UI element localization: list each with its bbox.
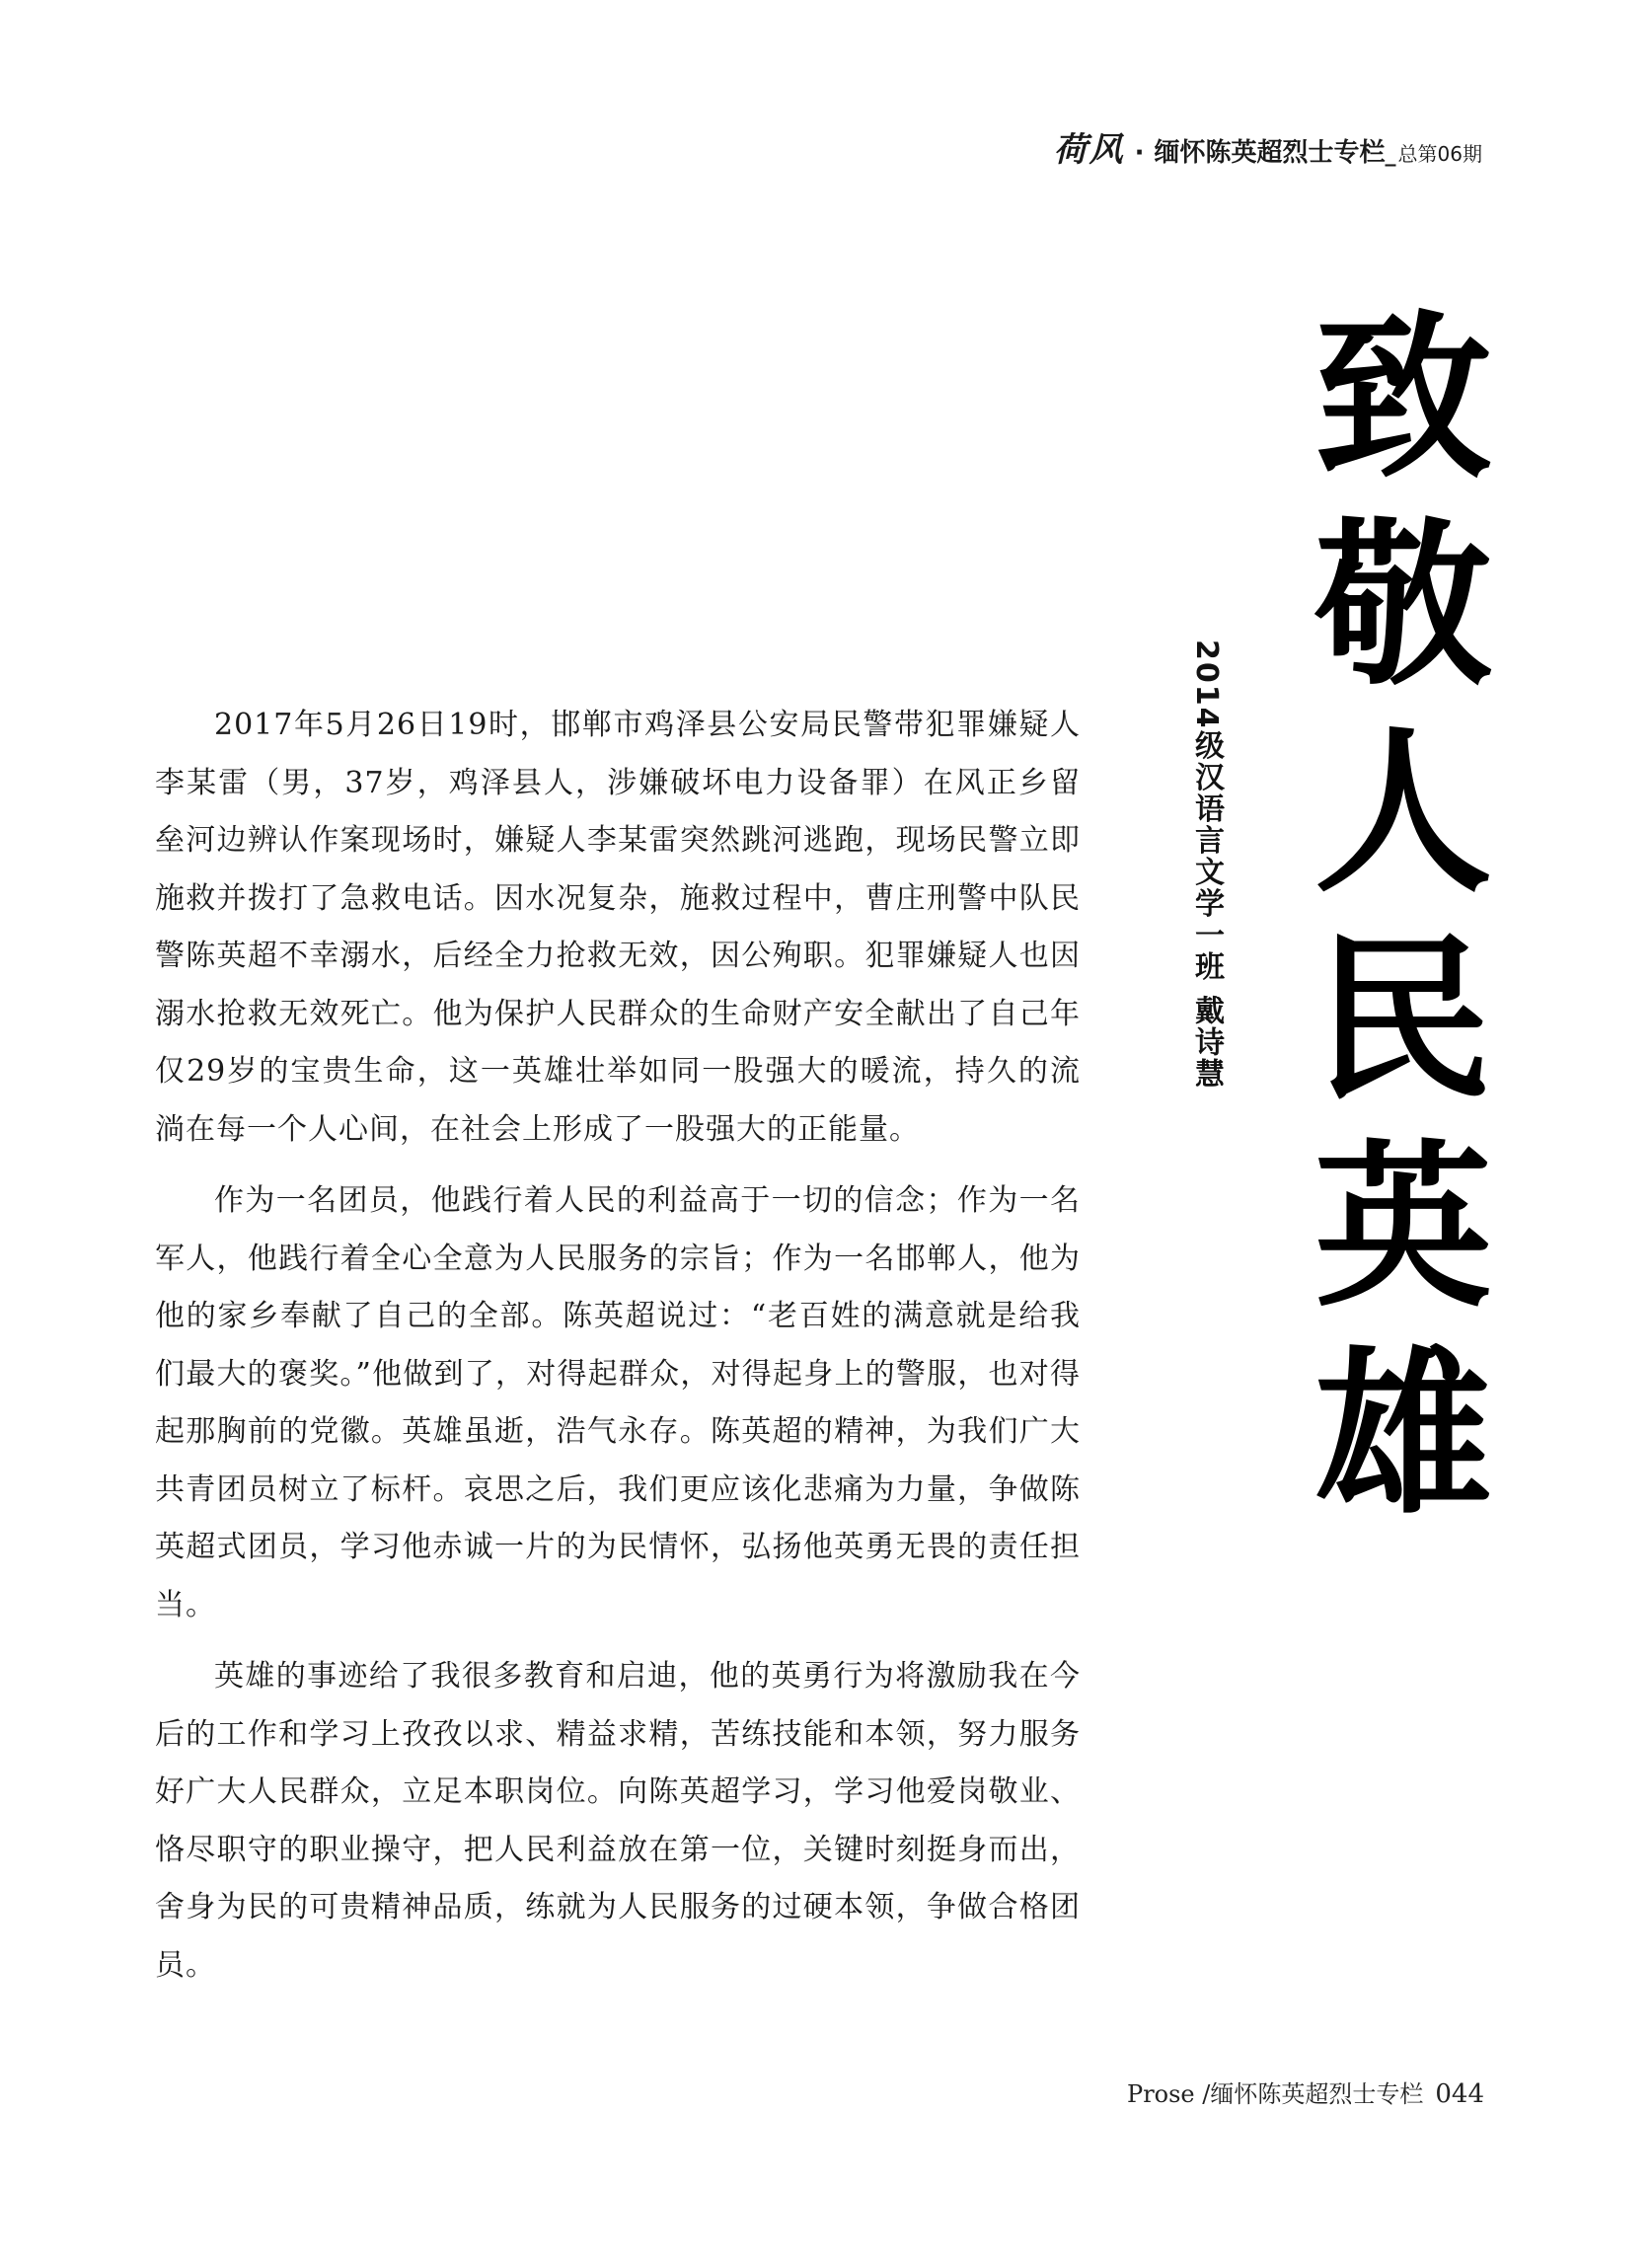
page-footer xyxy=(1127,2074,1484,2109)
paragraph: 作为一名团员，他践行着人民的利益高于一切的信念；作为一名军人，他践行着全心全意为人民服务的宗旨；作为一名邯郸人，他为他的家乡奉献了自己的全部。陈英超说过：“老百姓的满意就是给我们最大的褒奖。”他做到了，对得起群众，对得起身上的警服，也对得起那胸前的党徽。英雄虽逝，浩气永存。陈英超的精神，为我们广大共青团员树立了标杆。哀思之后，我们更应该化悲痛为力量，争做陈英超式团员，学习他赤诚一片的为民情怀，弘扬他英勇无畏的责任担当。 xyxy=(155,1183,1081,1622)
footer-label: Prose /缅怀陈英超烈士专栏 xyxy=(1127,2080,1424,2108)
paragraph: 2017年5月26日19时，邯郸市鸡泽县公安局民警带犯罪嫌疑人李某雷（男，37岁，鸡泽县人，涉嫌破坏电力设备罪）在风正乡留垒河边辨认作案现场时，嫌疑人李某雷突然跳河逃跑，现场民警立即施救并拨打了急救电话。因水况复杂，施救过程中，曹庄刑警中队民警陈英超不幸溺水，后经全力抢救无效，因公殉职。犯罪嫌疑人也因溺水抢救无效死亡。他为保护人民群众的生命财产安全献出了自己年仅29岁的宝贵生命，这一英雄壮举如同一股强大的暖流，持久的流淌在每一个人心间，在社会上形成了一股强大的正能量。 xyxy=(155,708,1081,1147)
title-char: 人 xyxy=(1314,711,1492,917)
title-char: 英 xyxy=(1314,1125,1492,1331)
article-title xyxy=(1305,296,1502,1540)
header-separator: _ xyxy=(1385,142,1396,167)
author-byline: 2014级汉语言文学一班 戴诗慧 xyxy=(1189,640,1224,1090)
magazine-brand: 荷风 xyxy=(1053,130,1125,170)
article-body xyxy=(155,697,1081,2008)
column-name: 缅怀陈英超烈士专栏 xyxy=(1154,138,1386,168)
title-char: 民 xyxy=(1314,918,1492,1124)
issue-number: 总第06期 xyxy=(1397,142,1482,166)
title-char: 致 xyxy=(1314,296,1492,502)
running-header xyxy=(1054,122,1482,171)
title-char: 敬 xyxy=(1314,503,1492,710)
paragraph: 英雄的事迹给了我很多教育和启迪，他的英勇行为将激励我在今后的工作和学习上孜孜以求、精益求精，苦练技能和本领，努力服务好广大人民群众，立足本职岗位。向陈英超学习，学习他爱岗敬业、恪尽职守的职业操守，把人民利益放在第一位，关键时刻挺身而出，舍身为民的可贵精神品质，练就为人民服务的过硬本领，争做合格团员。 xyxy=(155,1659,1081,1983)
title-char: 雄 xyxy=(1314,1332,1492,1539)
header-dot: · xyxy=(1134,138,1145,168)
page-number: 044 xyxy=(1435,2079,1484,2109)
